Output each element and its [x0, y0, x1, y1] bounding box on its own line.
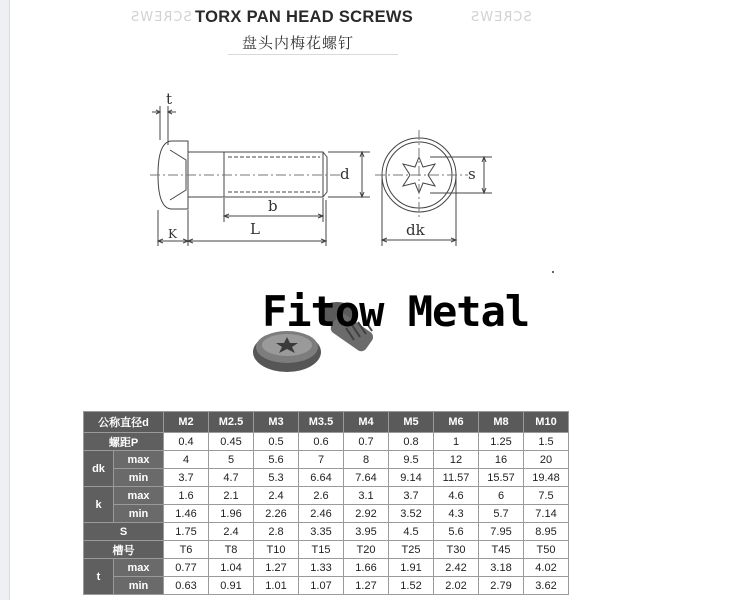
table-row — [84, 523, 569, 541]
row-sub-label: min — [114, 577, 164, 595]
table-cell: 2.79 — [479, 577, 524, 595]
table-cell: 1.52 — [389, 577, 434, 595]
table-cell: 7.95 — [479, 523, 524, 541]
table-cell: 0.45 — [209, 433, 254, 451]
size-header: M5 — [389, 412, 434, 433]
table-cell: T50 — [524, 541, 569, 559]
table-row — [84, 487, 569, 505]
table-cell: 4.3 — [434, 505, 479, 523]
table-cell: 7.14 — [524, 505, 569, 523]
table-cell: 1 — [434, 433, 479, 451]
spec-table — [83, 411, 569, 595]
row-label: 槽号 — [84, 541, 164, 559]
table-cell: 3.62 — [524, 577, 569, 595]
row-sub-label: max — [114, 487, 164, 505]
table-cell: 5.7 — [479, 505, 524, 523]
table-cell: 1.07 — [299, 577, 344, 595]
table-cell: 5 — [209, 451, 254, 469]
row-group-label: t — [84, 559, 114, 595]
table-cell: 1.6 — [164, 487, 209, 505]
row-sub-label: max — [114, 451, 164, 469]
dim-label-d: d — [340, 165, 350, 183]
row-sub-label: max — [114, 559, 164, 577]
table-cell: 3.7 — [164, 469, 209, 487]
size-header: M2 — [164, 412, 209, 433]
table-row — [84, 559, 569, 577]
table-cell: 12 — [434, 451, 479, 469]
dim-label-t: t — [166, 90, 173, 108]
page-subtitle: 盘头内梅花螺钉 — [242, 34, 355, 52]
table-cell: 9.14 — [389, 469, 434, 487]
table-cell: 5.3 — [254, 469, 299, 487]
table-cell: 4 — [164, 451, 209, 469]
table-row — [84, 577, 569, 595]
table-cell: 3.7 — [389, 487, 434, 505]
row-sub-label: min — [114, 469, 164, 487]
bleed-through-text: SCREWS — [130, 10, 192, 25]
table-cell: 2.1 — [209, 487, 254, 505]
table-cell: 2.92 — [344, 505, 389, 523]
table-cell: 1.27 — [254, 559, 299, 577]
table-cell: 20 — [524, 451, 569, 469]
table-cell: 9.5 — [389, 451, 434, 469]
table-cell: 6.64 — [299, 469, 344, 487]
table-cell: 3.18 — [479, 559, 524, 577]
row-group-label: dk — [84, 451, 114, 487]
size-header: M4 — [344, 412, 389, 433]
table-cell: 2.42 — [434, 559, 479, 577]
table-cell: T45 — [479, 541, 524, 559]
table-cell: 1.46 — [164, 505, 209, 523]
row-label: S — [84, 523, 164, 541]
table-cell: 0.5 — [254, 433, 299, 451]
dim-label-dk: dk — [406, 221, 425, 239]
dim-label-l: L — [250, 220, 260, 238]
table-cell: 1.25 — [479, 433, 524, 451]
row-group-label: k — [84, 487, 114, 523]
table-cell: 7 — [299, 451, 344, 469]
table-cell: 4.7 — [209, 469, 254, 487]
table-cell: 1.33 — [299, 559, 344, 577]
table-cell: 0.6 — [299, 433, 344, 451]
size-header: M10 — [524, 412, 569, 433]
table-row — [84, 469, 569, 487]
table-cell: 0.7 — [344, 433, 389, 451]
table-cell: 0.77 — [164, 559, 209, 577]
table-cell: 3.95 — [344, 523, 389, 541]
table-cell: T20 — [344, 541, 389, 559]
table-cell: 3.35 — [299, 523, 344, 541]
table-cell: 1.27 — [344, 577, 389, 595]
table-cell: 8.95 — [524, 523, 569, 541]
table-cell: 1.75 — [164, 523, 209, 541]
table-row — [84, 541, 569, 559]
size-header: M8 — [479, 412, 524, 433]
table-cell: 2.02 — [434, 577, 479, 595]
size-header: M2.5 — [209, 412, 254, 433]
table-cell: 3.52 — [389, 505, 434, 523]
bleed-through-text: SCREWS — [470, 10, 532, 25]
table-cell: T30 — [434, 541, 479, 559]
table-cell: T8 — [209, 541, 254, 559]
table-cell: 1.96 — [209, 505, 254, 523]
table-cell: T10 — [254, 541, 299, 559]
table-cell: 4.02 — [524, 559, 569, 577]
table-cell: 1.66 — [344, 559, 389, 577]
table-cell: 1.01 — [254, 577, 299, 595]
row-label: 螺距P — [84, 433, 164, 451]
table-cell: 0.91 — [209, 577, 254, 595]
size-header: M3 — [254, 412, 299, 433]
table-row — [84, 505, 569, 523]
table-cell: 7.64 — [344, 469, 389, 487]
table-cell: 2.8 — [254, 523, 299, 541]
table-cell: 2.4 — [254, 487, 299, 505]
dim-label-b: b — [268, 197, 278, 215]
table-cell: T15 — [299, 541, 344, 559]
table-cell: 5.6 — [254, 451, 299, 469]
dim-label-k: K — [168, 227, 177, 241]
table-cell: 3.1 — [344, 487, 389, 505]
table-cell: 7.5 — [524, 487, 569, 505]
table-cell: 6 — [479, 487, 524, 505]
table-cell: 16 — [479, 451, 524, 469]
table-cell: 1.04 — [209, 559, 254, 577]
table-cell: 1.91 — [389, 559, 434, 577]
table-row — [84, 451, 569, 469]
table-header-row — [84, 412, 569, 433]
watermark-text: Fitow Metal — [262, 287, 530, 336]
header-label-cell: 公称直径d — [84, 412, 164, 433]
table-row — [84, 433, 569, 451]
table-cell: 15.57 — [479, 469, 524, 487]
table-cell: 5.6 — [434, 523, 479, 541]
table-cell: 2.4 — [209, 523, 254, 541]
table-cell: 0.4 — [164, 433, 209, 451]
page-title: TORX PAN HEAD SCREWS — [195, 8, 414, 26]
table-cell: 2.46 — [299, 505, 344, 523]
table-cell: 8 — [344, 451, 389, 469]
row-sub-label: min — [114, 505, 164, 523]
table-cell: 2.26 — [254, 505, 299, 523]
table-cell: 0.63 — [164, 577, 209, 595]
table-cell: T6 — [164, 541, 209, 559]
size-header: M3.5 — [299, 412, 344, 433]
size-header: M6 — [434, 412, 479, 433]
table-cell: 0.8 — [389, 433, 434, 451]
table-cell: T25 — [389, 541, 434, 559]
table-cell: 4.5 — [389, 523, 434, 541]
table-cell: 11.57 — [434, 469, 479, 487]
table-cell: 1.5 — [524, 433, 569, 451]
dim-label-s: s — [468, 165, 476, 183]
table-cell: 2.6 — [299, 487, 344, 505]
table-cell: 19.48 — [524, 469, 569, 487]
table-cell: 4.6 — [434, 487, 479, 505]
